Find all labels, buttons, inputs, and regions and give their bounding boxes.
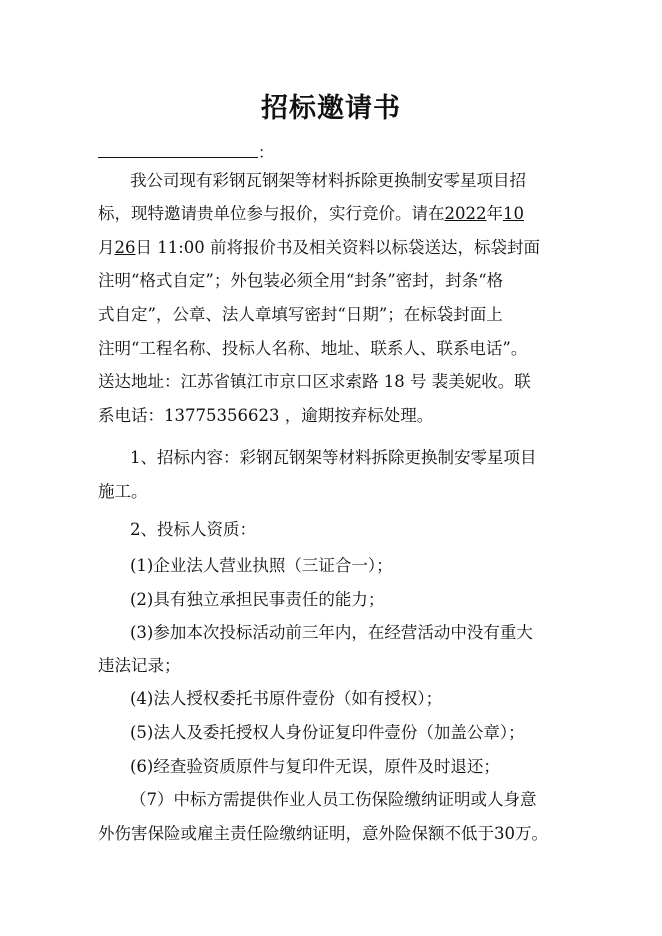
intro-line-7: 送达地址：江苏省镇江市京口区求索路 18 号 裴美妮收。联 [98, 372, 531, 391]
addressee-line [98, 140, 274, 163]
intro-line-6: 注明“工程名称、投标人名称、地址、联系人、联系电话”。 [98, 339, 528, 358]
item-2-1: (1)企业法人营业执照（三证合一）； [130, 556, 393, 575]
document-title: 招标邀请书 [261, 93, 401, 124]
intro-line-5: 式自定”，公章、法人章填写密封“日期”；在标袋封面上 [98, 305, 503, 324]
item-2-7: （7）中标方需提供作业人员工伤保险缴纳证明或人身意 [130, 790, 537, 809]
intro-line-2 [98, 203, 578, 224]
item-1: 1、招标内容：彩钢瓦钢架等材料拆除更换制安零星项目 [130, 448, 537, 467]
item-2-7-cont: 外伤害保险或雇主责任险缴纳证明，意外险保额不低于30万。 [98, 824, 548, 843]
item-2-3: (3)参加本次投标活动前三年内，在经营活动中没有重大 [130, 623, 533, 642]
item-2: 2、投标人资质： [130, 520, 256, 539]
intro-line-3 [98, 237, 578, 258]
deadline-year: 2022 [444, 204, 487, 223]
month-char: 月 [98, 238, 115, 257]
intro-line-8: 系电话：13775356623 ，逾期按弃标处理。 [98, 406, 434, 425]
item-1-cont: 施工。 [98, 482, 148, 501]
item-2-2: (2)具有独立承担民事责任的能力； [130, 590, 385, 609]
intro-text-2: 标，现特邀请贵单位参与报价，实行竞价。请在 [98, 204, 445, 223]
addressee-blank [98, 143, 258, 158]
deadline-day: 26 [114, 238, 136, 257]
intro-line-4: 注明“格式自定”；外包装必须全用“封条”密封，封条“格 [98, 271, 504, 290]
intro-text-3: 日 11:00 前将报价书及相关资料以标袋送达，标袋封面 [135, 238, 541, 257]
item-2-4: (4)法人授权委托书原件壹份（如有授权）； [130, 689, 443, 708]
addressee-colon: ： [258, 143, 275, 162]
intro-line-1: 我公司现有彩钢瓦钢架等材料拆除更换制安零星项目招 [130, 171, 526, 190]
item-2-3-cont: 违法记录； [98, 656, 181, 675]
item-2-6: (6)经查验资质原件与复印件无误，原件及时退还； [130, 757, 500, 776]
year-char: 年 [486, 204, 503, 223]
item-2-5: (5)法人及委托授权人身份证复印件壹份（加盖公章）； [130, 723, 525, 742]
deadline-month: 10 [503, 204, 524, 223]
